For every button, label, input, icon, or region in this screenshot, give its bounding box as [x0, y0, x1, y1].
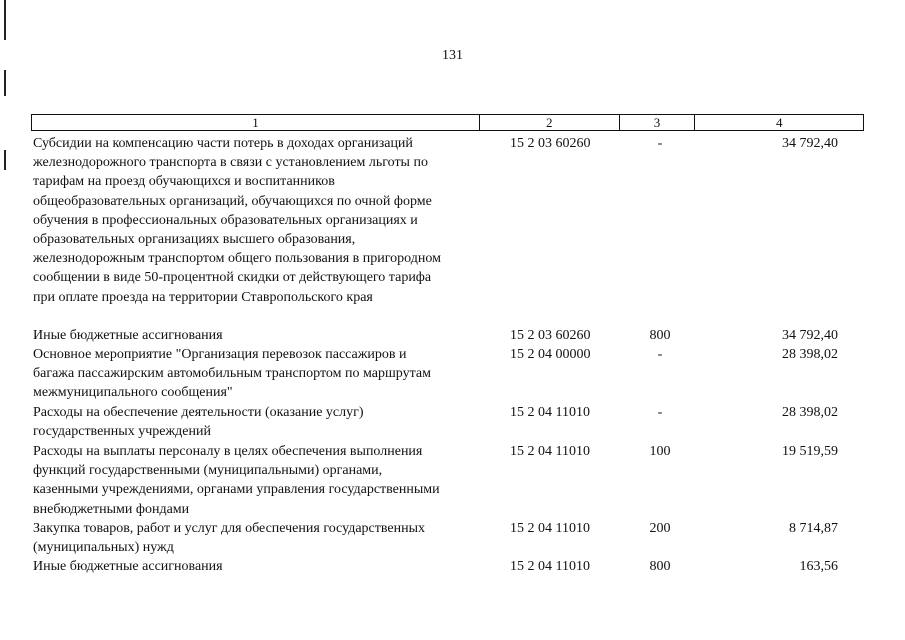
row-amount: 8 714,87: [789, 521, 838, 536]
row-code: 15 2 04 11010: [510, 521, 590, 536]
row-code: 15 2 04 11010: [510, 405, 590, 420]
row-amount: 34 792,40: [782, 328, 838, 343]
row-description: Расходы на выплаты персоналу в целях обеспечения выполнения функций государственными (муниципальными) органами, казенными учреждениями, органами управления государственными внебюджетными фондами: [33, 444, 440, 517]
scan-edge-mark: [4, 0, 6, 40]
row-description: Субсидии на компенсацию части потерь в доходах организаций железнодорожного транспорта в связи с установлением льготы по тарифам на проезд обучающихся и воспитанников общеобразовательных организаций, обучающихся по очной форме обучения в профессиональных образовательных организациях и образовательных организациях высшего образования, железнодорожным транспортом общего пользования в пригородном сообщении в виде 50-процентной скидки от действующего тарифа при оплате проезда на территории Ставропольского края: [33, 136, 441, 305]
row-kind: 800: [649, 328, 671, 343]
header-col-1: 1: [32, 115, 480, 130]
row-code: 15 2 04 11010: [510, 444, 590, 459]
scan-edge-mark: [4, 150, 6, 170]
row-amount: 163,56: [799, 559, 838, 574]
row-code: 15 2 03 60260: [510, 328, 591, 343]
row-description: Закупка товаров, работ и услуг для обеспечения государственных (муниципальных) нужд: [33, 521, 426, 556]
row-kind: -: [657, 405, 663, 420]
header-col-3: 3: [620, 115, 696, 130]
header-col-2: 2: [480, 115, 620, 130]
row-code: 15 2 04 00000: [510, 347, 591, 362]
row-kind: 200: [649, 521, 671, 536]
page-number: 131: [442, 48, 463, 63]
row-description: Иные бюджетные ассигнования: [33, 328, 223, 343]
row-kind: -: [657, 347, 663, 362]
row-amount: 19 519,59: [782, 444, 838, 459]
row-amount: 28 398,02: [782, 347, 838, 362]
row-amount: 28 398,02: [782, 405, 838, 420]
row-kind: -: [657, 136, 663, 151]
header-col-4: 4: [775, 115, 783, 130]
row-kind: 100: [649, 444, 671, 459]
table-header: [31, 114, 864, 131]
scan-edge-mark: [4, 70, 6, 96]
row-amount: 34 792,40: [782, 136, 838, 151]
row-description: Расходы на обеспечение деятельности (оказание услуг) государственных учреждений: [33, 405, 364, 440]
row-code: 15 2 04 11010: [510, 559, 590, 574]
row-code: 15 2 03 60260: [510, 136, 591, 151]
row-kind: 800: [649, 559, 671, 574]
row-description: Иные бюджетные ассигнования: [33, 559, 223, 574]
row-description: Основное мероприятие "Организация перевозок пассажиров и багажа пассажирским автомобильным транспортом по маршрутам межмуниципального сообщения": [33, 347, 431, 401]
